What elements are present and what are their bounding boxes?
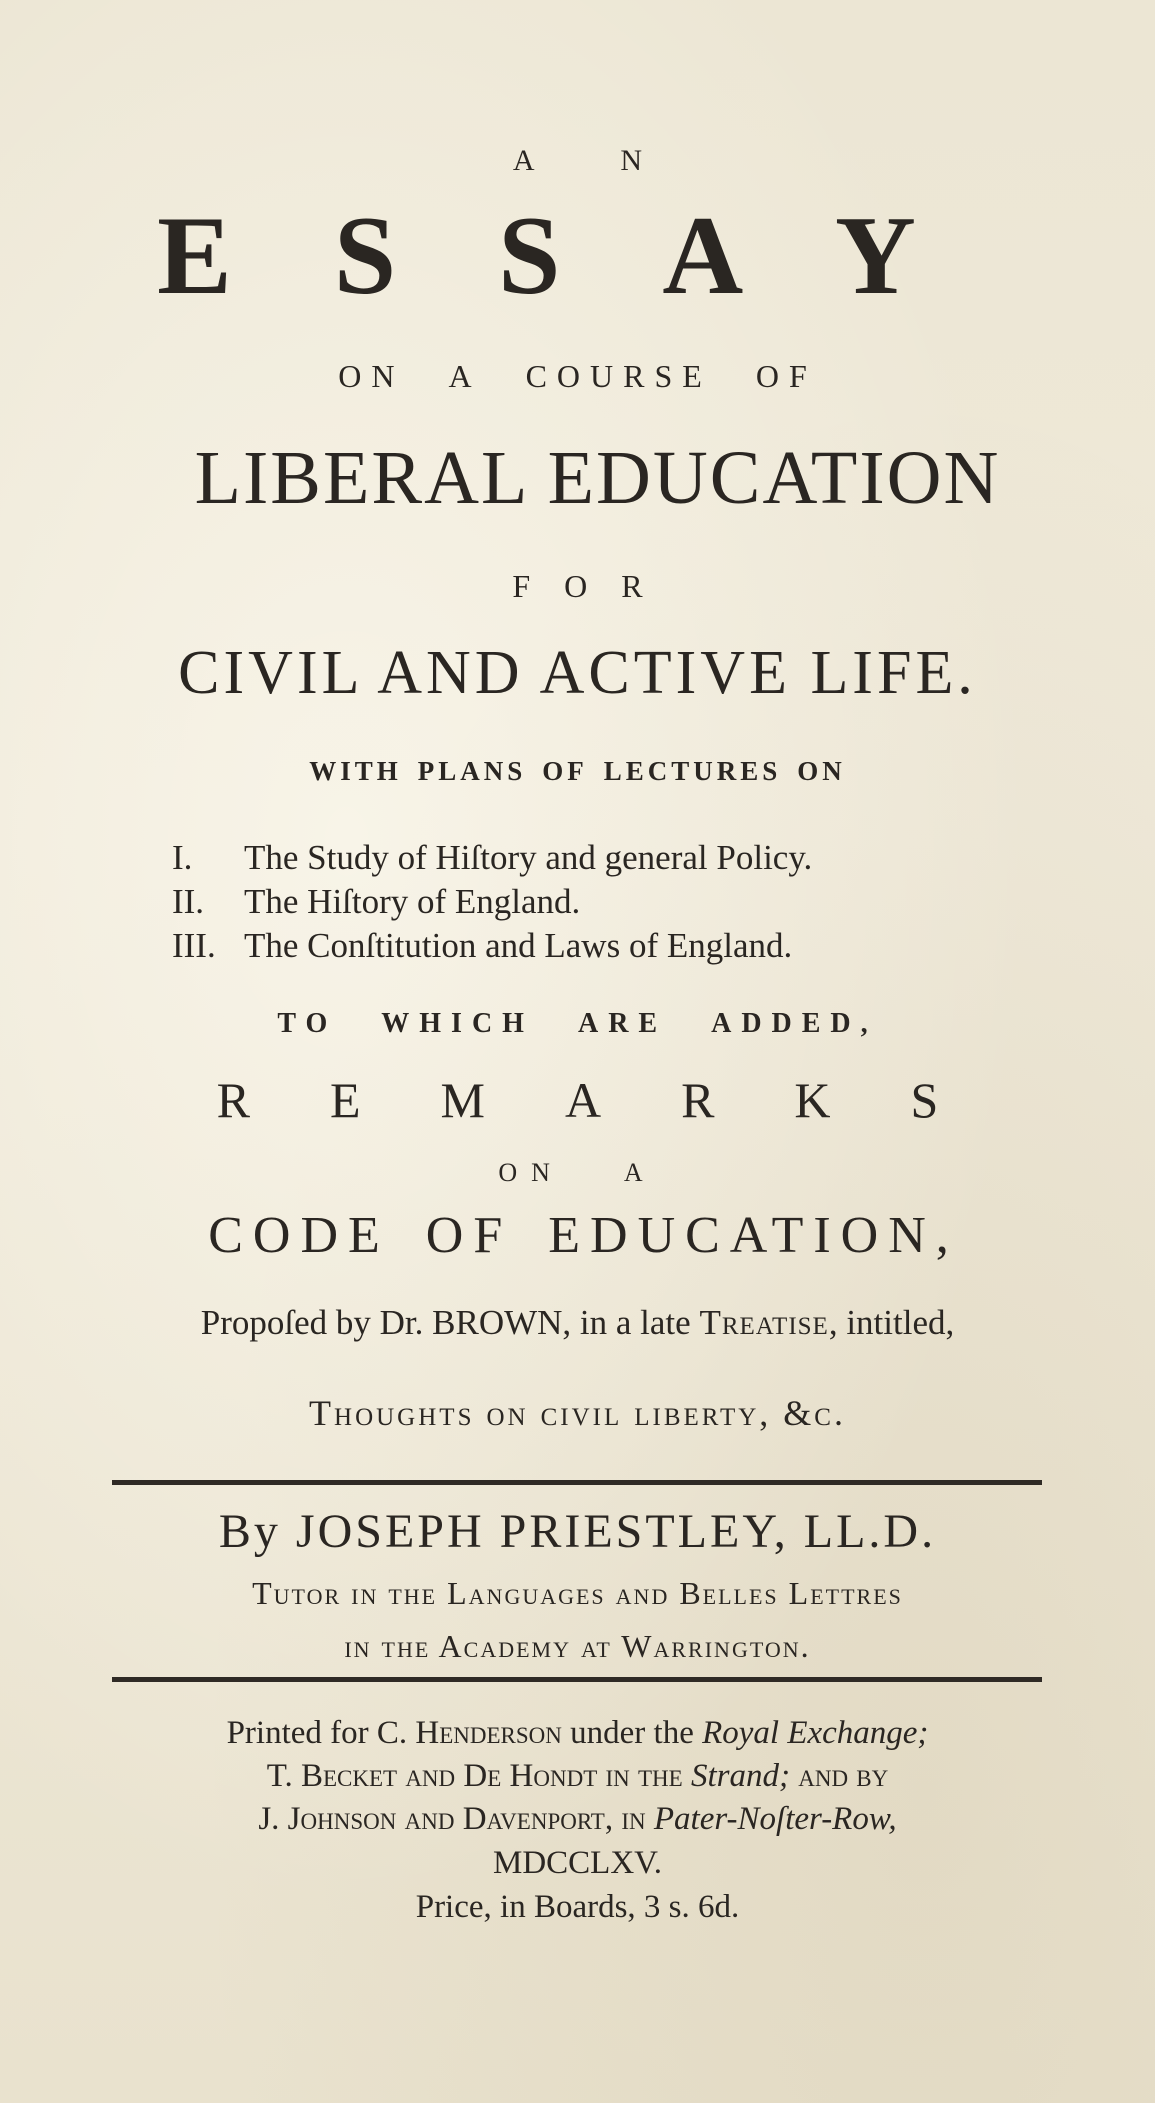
imprint-place: Pater-Noſter-Row,: [653, 1801, 897, 1837]
word: A: [448, 358, 482, 394]
imprint-name: Henderson: [415, 1715, 562, 1751]
lecture-text: The Study of Hiſtory and general Policy.: [244, 838, 813, 877]
word: OF: [425, 1207, 513, 1264]
word: OF: [755, 358, 817, 394]
imprint-text: Printed for C.: [226, 1715, 416, 1751]
lecture-item: [172, 838, 812, 882]
title-liberal-education: LIBERAL EDUCATION: [194, 436, 1001, 520]
lecture-item: [172, 882, 812, 926]
lecture-number: II.: [172, 882, 205, 921]
remarks-heading: REMARKS: [216, 1072, 1019, 1128]
title-for: FOR: [512, 568, 677, 604]
horizontal-rule: [112, 1677, 1042, 1682]
lecture-number: I.: [172, 838, 193, 877]
word: OF: [542, 756, 588, 786]
imprint-year: MDCCLXV.: [492, 1845, 662, 1881]
title-an: A N: [512, 144, 683, 177]
to-which-are-added-line: [0, 1010, 1155, 1038]
lectures-list: [172, 838, 812, 970]
author-academy-line: in the Academy at Warrington.: [344, 1628, 811, 1664]
word: ON: [797, 756, 846, 786]
lecture-number: III.: [172, 926, 216, 965]
lecture-text: The Conſtitution and Laws of England.: [244, 926, 793, 965]
lecture-text: The Hiſtory of England.: [244, 882, 581, 921]
horizontal-rule: [112, 1480, 1042, 1485]
imprint-place: Strand;: [690, 1758, 790, 1794]
word: COURSE: [525, 358, 712, 394]
imprint-price: Price, in Boards, 3 s. 6d.: [415, 1889, 740, 1925]
author-tutor-line: Tutor in the Languages and Belles Lettres: [252, 1575, 903, 1611]
plans-of-lectures-line: [0, 758, 1155, 785]
imprint-line-3: [0, 1803, 1155, 1836]
imprint-text: J. Johnson and Davenport, in: [258, 1801, 654, 1837]
on-a-line: [0, 1160, 1155, 1186]
word: CODE: [208, 1207, 390, 1264]
title-civil-active-life: CIVIL AND ACTIVE LIFE.: [178, 639, 977, 707]
imprint-text: under the: [561, 1715, 703, 1751]
lecture-item: [172, 926, 812, 970]
proposed-text: Propoſed by Dr. BROWN, in a late: [200, 1303, 700, 1342]
word: A: [623, 1158, 657, 1187]
thoughts-on-civil-liberty: Thoughts on civil liberty, &c.: [309, 1393, 846, 1433]
imprint-text: and by: [789, 1758, 889, 1794]
code-of-education-line: [0, 1207, 1155, 1264]
word: TO: [277, 1008, 338, 1039]
author-line: By JOSEPH PRIESTLEY, LL.D.: [218, 1505, 937, 1558]
word: LECTURES: [603, 756, 782, 786]
word: ON: [498, 1158, 564, 1187]
proposed-by-line: [0, 1305, 1155, 1340]
imprint-place: Royal Exchange;: [702, 1715, 929, 1751]
word: EDUCATION,: [548, 1207, 959, 1264]
word: WHICH: [381, 1008, 534, 1039]
proposed-text-end: , intitled,: [828, 1303, 955, 1342]
treatise-word: Treatise: [699, 1303, 829, 1342]
imprint-line-2: [0, 1760, 1155, 1793]
imprint-text: T. Becket and De Hondt in the: [266, 1758, 691, 1794]
title-course-line: [0, 360, 1155, 392]
imprint-line-1: [0, 1717, 1155, 1750]
word: ARE: [577, 1008, 668, 1039]
word: ON: [338, 358, 405, 394]
word: PLANS: [417, 756, 527, 786]
word: WITH: [309, 756, 402, 786]
title-essay: ESSAY: [157, 194, 1018, 318]
word: ADDED,: [711, 1008, 878, 1039]
